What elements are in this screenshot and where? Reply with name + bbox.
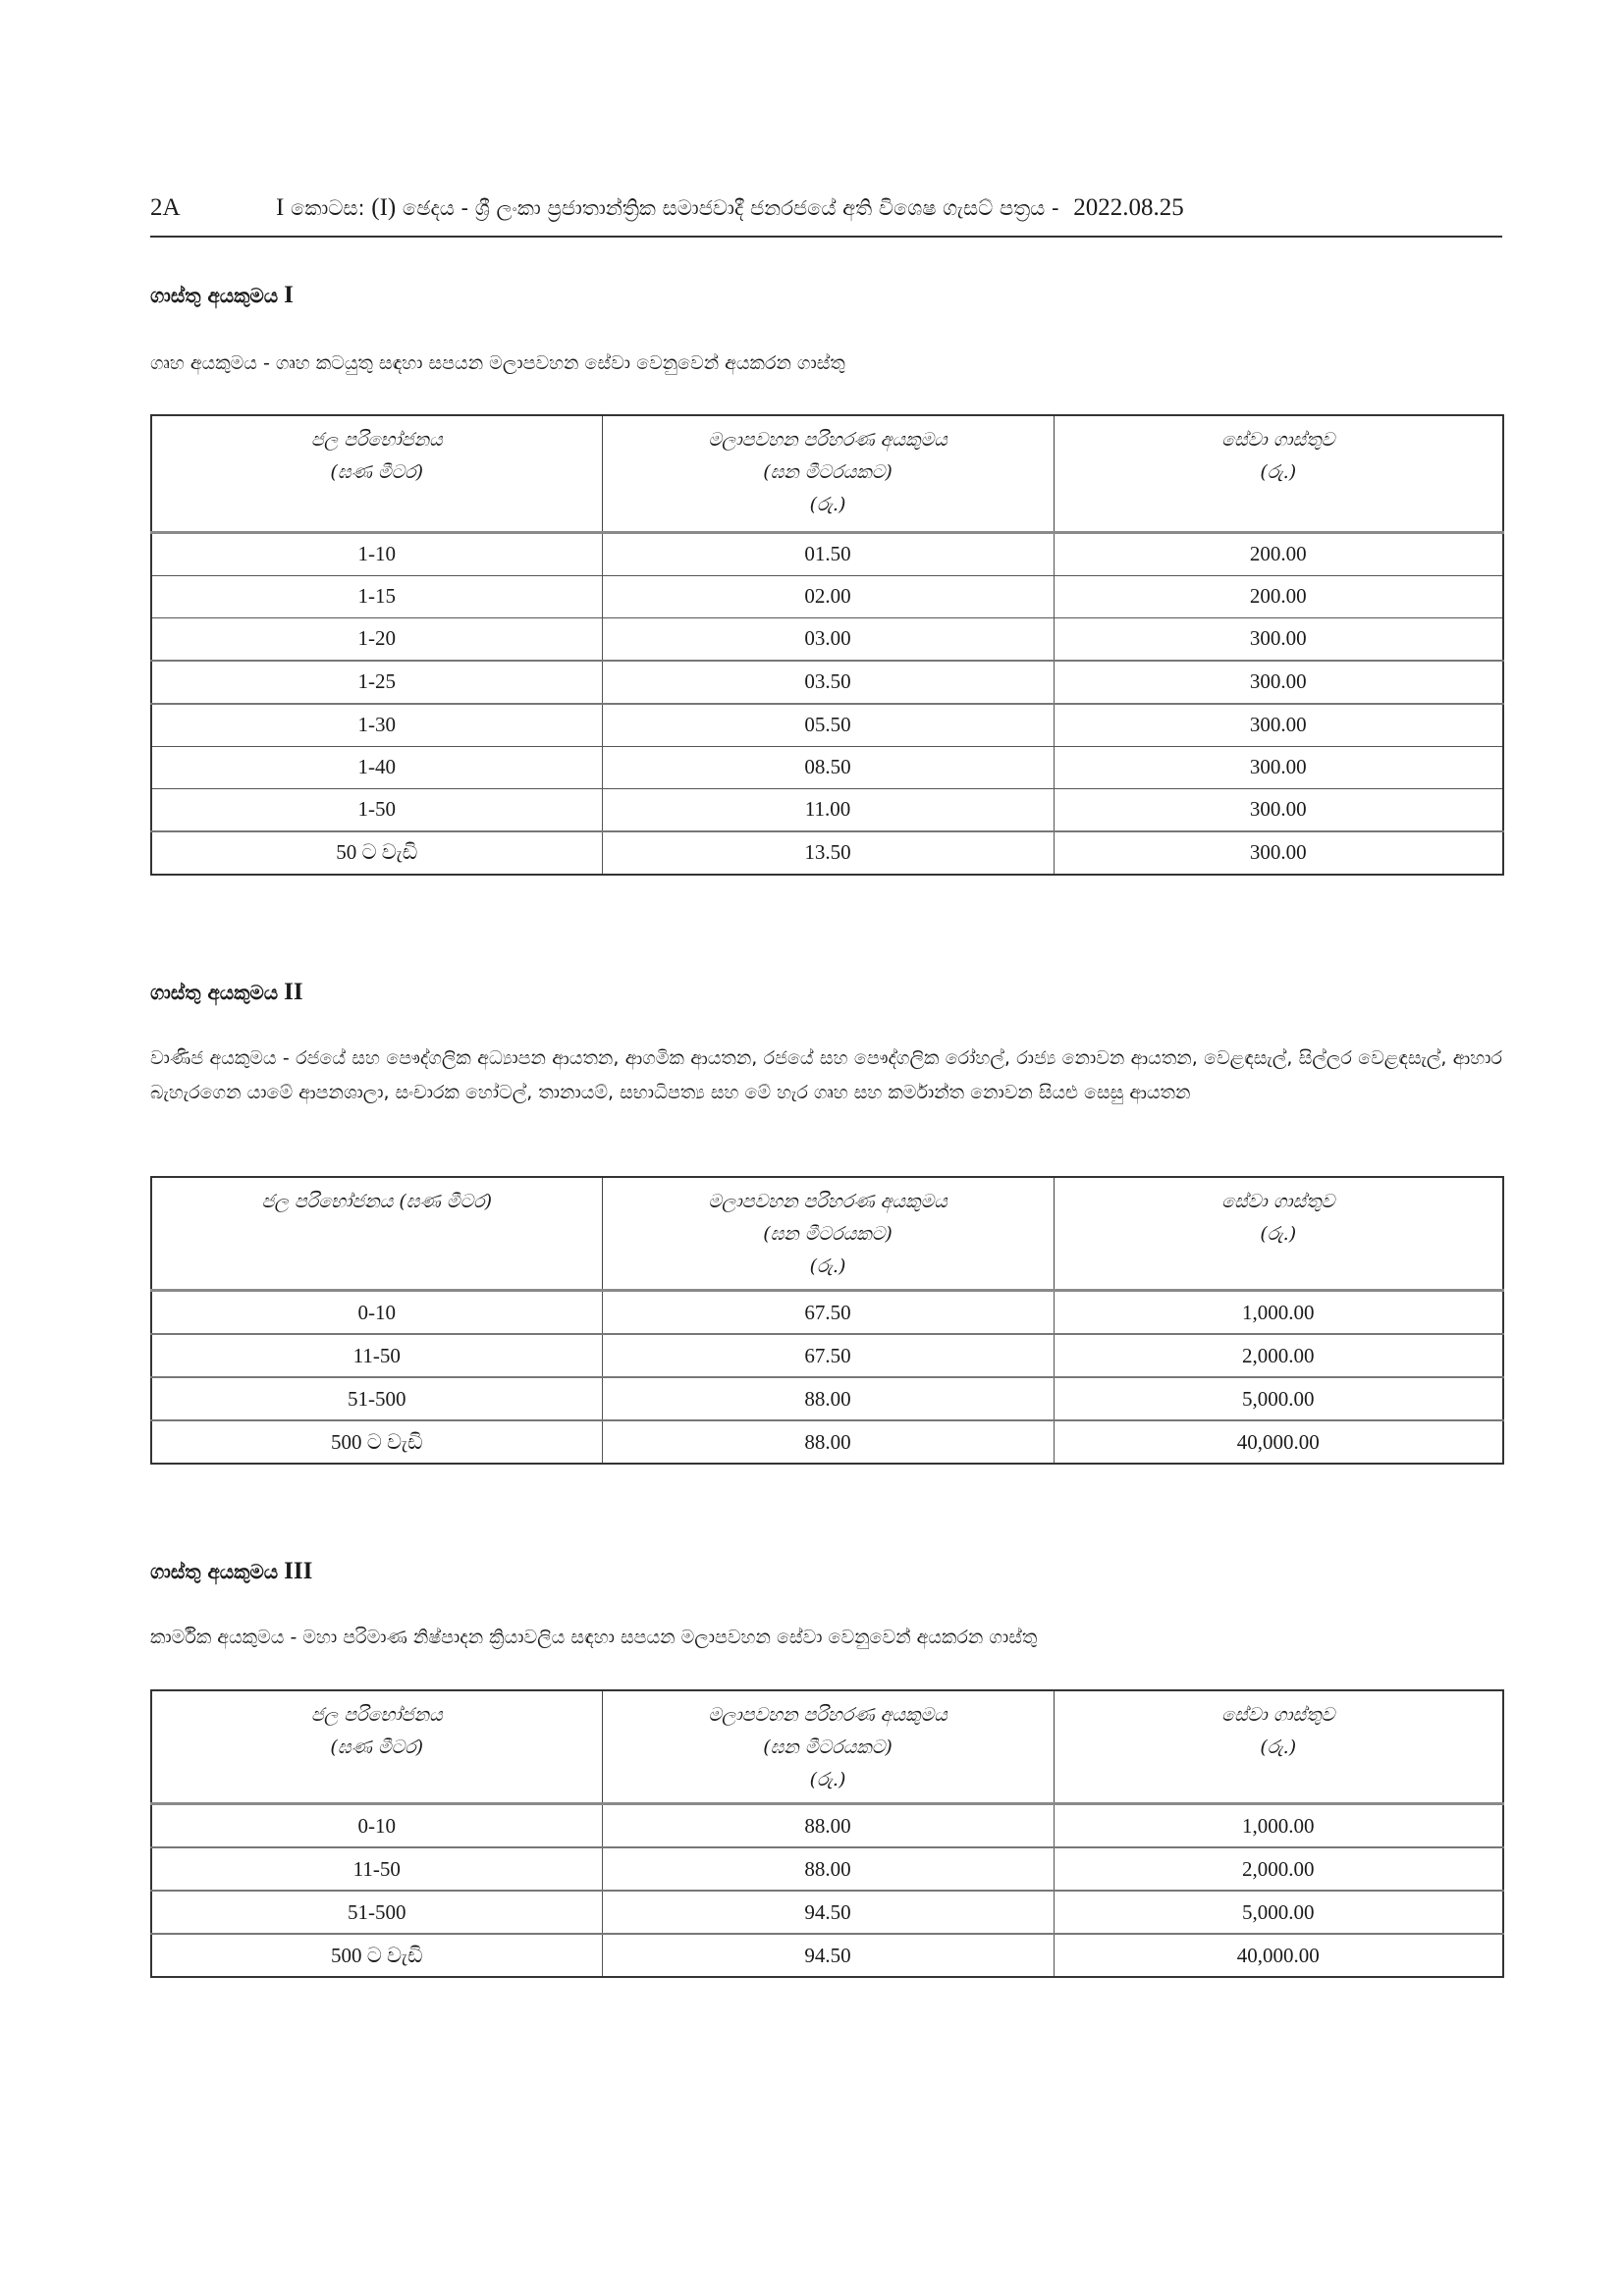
column-header-sewerage-rate: මලාපවහන පරිහරණ අයකුමය (ඝන මීටරයකට) (රු.) xyxy=(602,415,1054,532)
sewerage-rate-cell: 08.50 xyxy=(602,746,1054,788)
table-row xyxy=(151,1804,1503,1848)
gazette-name: ඡෙදය - ශ්‍රී ලංකා ප්‍රජාතාන්ත්‍රික සමාජවාදී ජනරජයේ අති විශෙෂ ගැසට් පත්‍රය - xyxy=(402,196,1059,220)
column-header-sewerage-rate: මලාපවහන පරිහරණ අයකුමය (ඝන මීටරයකට) (රු.) xyxy=(602,1690,1054,1804)
section-heading-2 xyxy=(150,979,303,1006)
service-charge-cell: 1,000.00 xyxy=(1054,1291,1503,1335)
service-charge-cell: 200.00 xyxy=(1054,532,1503,575)
column-header-service-charge: සේවා ගාස්තුව (රු.) xyxy=(1054,415,1503,532)
table-row xyxy=(151,1334,1503,1377)
service-charge-cell: 300.00 xyxy=(1054,746,1503,788)
section-heading-1 xyxy=(150,282,294,309)
service-charge-cell: 40,000.00 xyxy=(1054,1420,1503,1464)
gazette-date: 2022.08.25 xyxy=(1073,194,1184,221)
water-consumption-cell: 1-10 xyxy=(151,532,602,575)
table-row xyxy=(151,575,1503,617)
service-charge-cell: 2,000.00 xyxy=(1054,1847,1503,1891)
tariff-table-3 xyxy=(150,1689,1504,1978)
water-consumption-cell: 11-50 xyxy=(151,1847,602,1891)
service-charge-cell: 5,000.00 xyxy=(1054,1891,1503,1934)
part-numeral: I xyxy=(276,194,285,221)
section-description-3: කාර්මික අයකුමය - මහා පරිමාණ නිෂ්පාදන ක්‍රියාවලිය සඳහා සපයන මලාපවහන සේවා වෙනුවෙන් අයකරන ගාස්තු xyxy=(150,1627,1038,1648)
table-row xyxy=(151,788,1503,831)
table-header-row xyxy=(151,1690,1503,1804)
table-header-row xyxy=(151,1177,1503,1291)
water-consumption-cell: 11-50 xyxy=(151,1334,602,1377)
water-consumption-cell: 1-25 xyxy=(151,661,602,704)
water-consumption-cell: 500 ට වැඩි xyxy=(151,1420,602,1464)
water-consumption-cell: 1-15 xyxy=(151,575,602,617)
service-charge-cell: 300.00 xyxy=(1054,661,1503,704)
column-header-water-consumption: ජල පරිභෝජනය (ඝණ මීටර) xyxy=(151,1177,602,1291)
header-divider xyxy=(150,236,1502,238)
table-row xyxy=(151,617,1503,661)
section-description-1: ගෘහ අයකුමය - ගෘහ කටයුතු සඳහා සපයන මලාපවහන සේවා වෙනුවෙන් අයකරන ගාස්තු xyxy=(150,352,845,374)
section-heading-text: ගාස්තු අයකුමය xyxy=(150,981,279,1004)
service-charge-cell: 40,000.00 xyxy=(1054,1934,1503,1977)
table-row xyxy=(151,1377,1503,1420)
water-consumption-cell: 0-10 xyxy=(151,1804,602,1848)
table-row xyxy=(151,704,1503,747)
sewerage-rate-cell: 94.50 xyxy=(602,1934,1054,1977)
service-charge-cell: 1,000.00 xyxy=(1054,1804,1503,1848)
sewerage-rate-cell: 88.00 xyxy=(602,1804,1054,1848)
water-consumption-cell: 1-50 xyxy=(151,788,602,831)
table-row xyxy=(151,1891,1503,1934)
sewerage-rate-cell: 88.00 xyxy=(602,1377,1054,1420)
service-charge-cell: 300.00 xyxy=(1054,831,1503,875)
water-consumption-cell: 1-30 xyxy=(151,704,602,747)
sewerage-rate-cell: 11.00 xyxy=(602,788,1054,831)
table-row xyxy=(151,1420,1503,1464)
sewerage-rate-cell: 67.50 xyxy=(602,1334,1054,1377)
section-roman-numeral: I xyxy=(284,282,294,308)
water-consumption-cell: 500 ට වැඩි xyxy=(151,1934,602,1977)
section-numeral: (I) xyxy=(371,194,397,221)
water-consumption-cell: 1-20 xyxy=(151,617,602,661)
tariff-table-1 xyxy=(150,414,1504,876)
gazette-title xyxy=(276,188,1184,228)
table-row xyxy=(151,1934,1503,1977)
sewerage-rate-cell: 88.00 xyxy=(602,1847,1054,1891)
section-heading-text: ගාස්තු අයකුමය xyxy=(150,284,279,307)
service-charge-cell: 300.00 xyxy=(1054,788,1503,831)
section-heading-text: ගාස්තු අයකුමය xyxy=(150,1560,279,1583)
sewerage-rate-cell: 02.00 xyxy=(602,575,1054,617)
section-description-2: වාණිජ අයකුමය - රජයේ සහ පෞද්ගලික අධ්‍යාපන ආයතන, ආගමික ආයතන, රජයේ සහ පෞද්ගලික රෝහල්, රාජ්‍ය නොවන ආයතන, වෙළඳසැල්, සිල්ලර වෙළඳසැල්, ආහාර බැහැරගෙන යාමේ ආපනශාලා, සංචාරක හෝටල්, තානායම්, සභාධිපත්‍ය සහ මේ හැර ගෘහ සහ කර්මාන්ත නොවන සියළු සෙසු ආයතන xyxy=(150,1047,1502,1103)
sewerage-rate-cell: 13.50 xyxy=(602,831,1054,875)
water-consumption-cell: 51-500 xyxy=(151,1891,602,1934)
column-header-sewerage-rate: මලාපවහන පරිහරණ අයකුමය (ඝන මීටරයකට) (රු.) xyxy=(602,1177,1054,1291)
sewerage-rate-cell: 05.50 xyxy=(602,704,1054,747)
water-consumption-cell: 0-10 xyxy=(151,1291,602,1335)
column-header-service-charge: සේවා ගාස්තුව (රු.) xyxy=(1054,1177,1503,1291)
column-header-service-charge: සේවා ගාස්තුව (රු.) xyxy=(1054,1690,1503,1804)
table-row xyxy=(151,532,1503,575)
tariff-table-2 xyxy=(150,1176,1504,1465)
service-charge-cell: 200.00 xyxy=(1054,575,1503,617)
sewerage-rate-cell: 03.50 xyxy=(602,661,1054,704)
table-row xyxy=(151,746,1503,788)
section-roman-numeral: II xyxy=(284,979,303,1005)
table-row xyxy=(151,661,1503,704)
column-header-water-consumption: ජල පරිභෝජනය (ඝණ මීටර) xyxy=(151,1690,602,1804)
sewerage-rate-cell: 67.50 xyxy=(602,1291,1054,1335)
service-charge-cell: 300.00 xyxy=(1054,704,1503,747)
service-charge-cell: 2,000.00 xyxy=(1054,1334,1503,1377)
running-header xyxy=(150,188,1502,228)
page-number: 2A xyxy=(150,194,181,221)
sewerage-rate-cell: 94.50 xyxy=(602,1891,1054,1934)
service-charge-cell: 300.00 xyxy=(1054,617,1503,661)
table-row xyxy=(151,1847,1503,1891)
section-roman-numeral: III xyxy=(284,1558,313,1584)
service-charge-cell: 5,000.00 xyxy=(1054,1377,1503,1420)
table-header-row xyxy=(151,415,1503,532)
table-row xyxy=(151,831,1503,875)
water-consumption-cell: 50 ට වැඩි xyxy=(151,831,602,875)
part-label: කොටස: xyxy=(291,196,365,220)
sewerage-rate-cell: 88.00 xyxy=(602,1420,1054,1464)
section-heading-3 xyxy=(150,1558,312,1585)
sewerage-rate-cell: 01.50 xyxy=(602,532,1054,575)
table-row xyxy=(151,1291,1503,1335)
column-header-water-consumption: ජල පරිභෝජනය (ඝණ මීටර) xyxy=(151,415,602,532)
water-consumption-cell: 1-40 xyxy=(151,746,602,788)
water-consumption-cell: 51-500 xyxy=(151,1377,602,1420)
sewerage-rate-cell: 03.00 xyxy=(602,617,1054,661)
